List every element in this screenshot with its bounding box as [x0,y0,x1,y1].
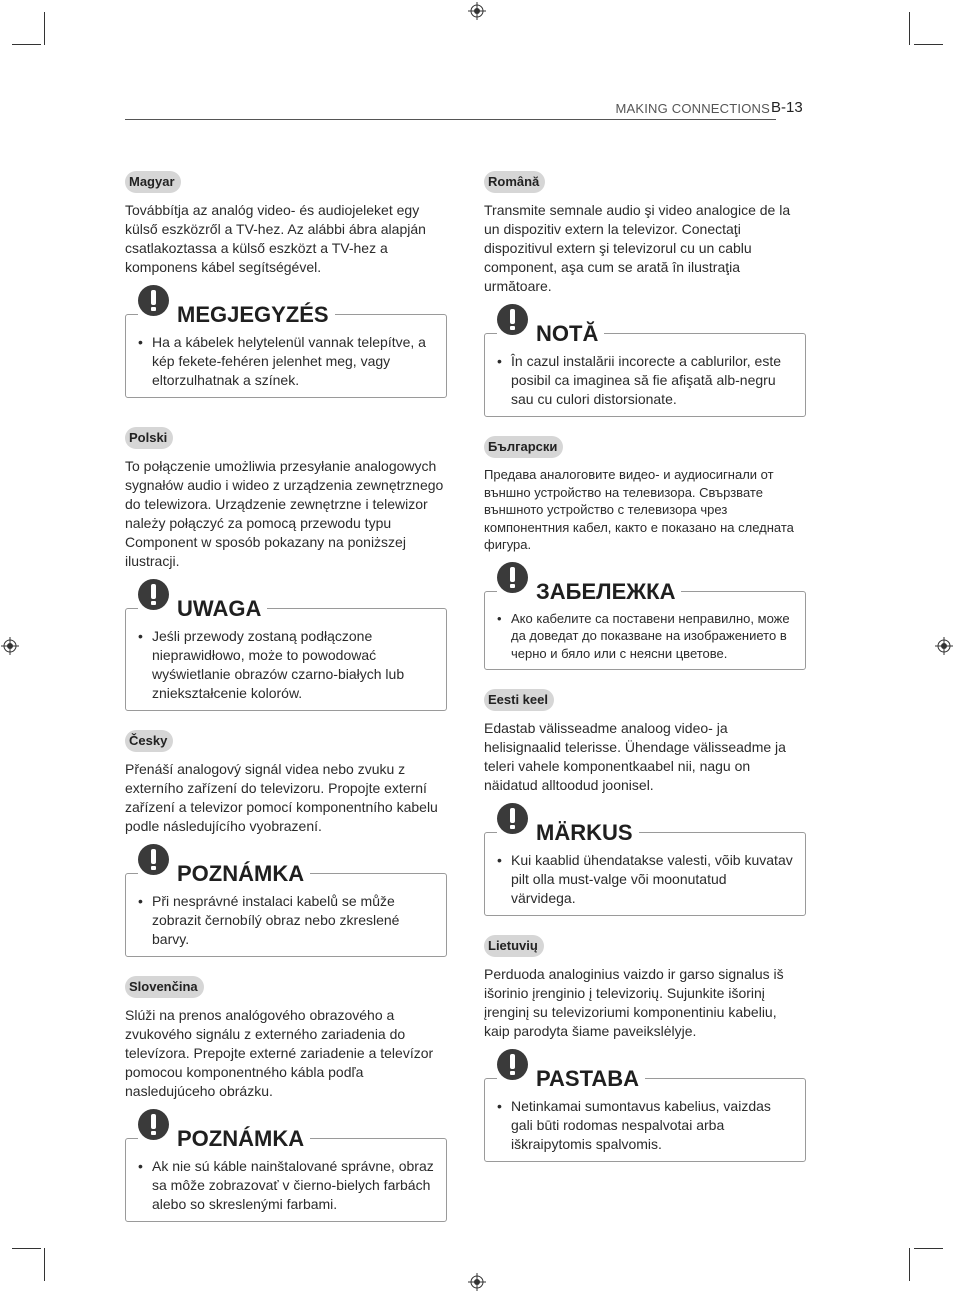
language-description: Továbbítja az analóg video- és audiojeleket egy külső eszközről a TV-hez. Az alábbi ábra alapján csatlakoztassa a külső eszközt a TV-hez a komponens kábel segítségével. [125,202,426,275]
note-header [497,309,604,347]
note-text: În cazul instalării incorecte a cablurilor, este posibil ca imaginea să fie afişată alb-negru sau cu culori distorsionate. [511,353,782,407]
registration-mark-icon [468,1273,486,1291]
registration-mark-icon [935,637,953,655]
bullet-icon: • [497,1098,502,1114]
note-item [138,627,434,703]
language-tag: Lietuvių [484,935,544,957]
note-title: POZNÁMKA [177,1126,305,1151]
note-header [138,584,267,622]
language-description: Perduoda analoginius vaizdo ir garso signalus iš išorinio įrenginio į televizorių. Sujunkite išorinį įrenginį su televizoriumi komponentiniu kabeliu, kaip parodyta šiame paveikslėlyje. [484,966,784,1039]
note-box [484,578,806,671]
language-description: To połączenie umożliwia przesyłanie analogowych sygnałów audio i wideo z urządzenia zewnętrznego do telewizora. Urządzenie zewnętrzne i telewizor należy połączyć za pomocą przewodu typu Component w sposób pokazany na poniższej ilustracji. [125,458,444,569]
bullet-icon: • [138,628,143,644]
exclamation-icon [138,844,169,875]
note-text: Ha a kábelek helytelenül vannak telepítve, a kép fekete-fehéren jelenhet meg, vagy eltorzulhatnak a színek. [152,334,426,388]
exclamation-icon [497,803,528,834]
note-title: MÄRKUS [536,820,633,845]
note-header [497,567,681,605]
header-section-title: MAKING CONNECTIONS [615,101,770,116]
exclamation-icon [497,1049,528,1080]
language-description: Transmite semnale audio şi video analogice de la un dispozitiv extern la televizor. Conectaţi dispozitivul extern şi televizorul cu un cablu component, aşa cum se arată în ilustraţia următoare. [484,202,791,294]
crop-mark [914,1248,943,1249]
bullet-icon: • [138,893,143,909]
note-title: POZNÁMKA [177,861,305,886]
bullet-icon: • [497,610,502,626]
language-section-bulgarian [484,436,806,670]
crop-mark [44,12,45,45]
bullet-icon: • [138,334,143,350]
note-title: PASTABA [536,1066,640,1091]
note-item [138,333,434,390]
language-description: Предава аналоговите видео- и аудиосигнали от външно устройство на телевизора. Свързвате външното устройство с телевизора чрез компонентния кабел, както е показано на следната фигура. [484,467,794,552]
note-item [497,610,793,663]
note-title: MEGJEGYZÉS [177,302,329,327]
language-tag: Slovenčina [125,976,204,998]
left-column [125,171,447,1222]
language-tag: Česky [125,730,173,752]
note-box [484,820,806,916]
crop-mark [44,1248,45,1281]
note-text: Jeśli przewody zostaną podłączone nieprawidłowo, może to powodować wyświetlanie obrazów czarno-białych lub zniekształcenie kolorów. [152,628,405,701]
language-tag: Magyar [125,171,181,193]
exclamation-icon [497,562,528,593]
bullet-icon: • [138,1158,143,1174]
note-title: NOTĂ [536,321,599,346]
note-box [125,302,447,398]
language-section-polish [125,427,447,711]
bullet-icon: • [497,353,502,369]
language-tag: Polski [125,427,173,449]
crop-mark [909,12,910,45]
language-section-estonian [484,689,806,916]
bullet-icon: • [497,852,502,868]
crop-mark [12,44,41,45]
language-description: Slúži na prenos analógového obrazového a zvukového signálu z externého zariadenia do televízora. Prepojte externé zariadenie a televízor pomocou komponentného kábla podľa nasledujúceho obrázku. [125,1007,434,1099]
note-box [125,596,447,711]
note-header [138,849,310,887]
crop-mark [909,1248,910,1281]
note-box [484,321,806,417]
note-item [497,352,793,409]
exclamation-icon [138,285,169,316]
language-tag: Български [484,436,563,458]
note-text: Kui kaablid ühendatakse valesti, võib kuvatav pilt olla must-valge või moonutatud värvidega. [511,852,793,906]
note-header [138,1114,310,1152]
crop-mark [914,44,943,45]
language-section-czech [125,730,447,957]
language-section-romanian [484,171,806,417]
note-text: Při nesprávné instalaci kabelů se může zobrazit černobílý obraz nebo zkreslené barvy. [152,893,400,947]
language-section-slovak [125,976,447,1222]
note-title: ЗАБЕЛЕЖКА [536,578,676,604]
registration-mark-icon [1,637,19,655]
language-description: Přenáší analogový signál videa nebo zvuku z externího zařízení do televizoru. Propojte externí zařízení a televizor pomocí komponentního kabelu podle následujícího vyobrazení. [125,761,438,834]
note-text: Netinkamai sumontavus kabelius, vaizdas gali būti rodomas nespalvotai arba iškraipytomis spalvomis. [511,1098,771,1152]
note-box [484,1066,806,1162]
note-item [497,1097,793,1154]
exclamation-icon [497,304,528,335]
note-header [497,1054,645,1092]
language-tag: Eesti keel [484,689,554,711]
note-box [125,861,447,957]
note-item [138,892,434,949]
crop-mark [12,1248,41,1249]
exclamation-icon [138,1109,169,1140]
note-item [138,1157,434,1214]
note-text: Ak nie sú káble nainštalované správne, obraz sa môže zobrazovať v čierno-bielych farbách alebo so skreslenými farbami. [152,1158,434,1212]
note-item [497,851,793,908]
header-rule [125,119,776,120]
right-column [484,171,806,1162]
language-section-hungarian [125,171,447,398]
language-section-lithuanian [484,935,806,1162]
note-header [497,808,639,846]
page-number: B-13 [771,99,803,116]
note-header [138,290,335,328]
language-description: Edastab välisseadme analoog video- ja helisignaalid telerisse. Ühendage välisseadme ja teleri vahele komponentkaabel nii, nagu on näidatud alltoodud joonisel. [484,720,786,793]
note-box [125,1126,447,1222]
note-title: UWAGA [177,596,262,621]
registration-mark-icon [468,2,486,20]
note-text: Ако кабелите са поставени неправилно, може да доведат до показване на изображението в черно и бяло или с неясни цветове. [511,610,790,661]
language-tag: Română [484,171,545,193]
exclamation-icon [138,579,169,610]
